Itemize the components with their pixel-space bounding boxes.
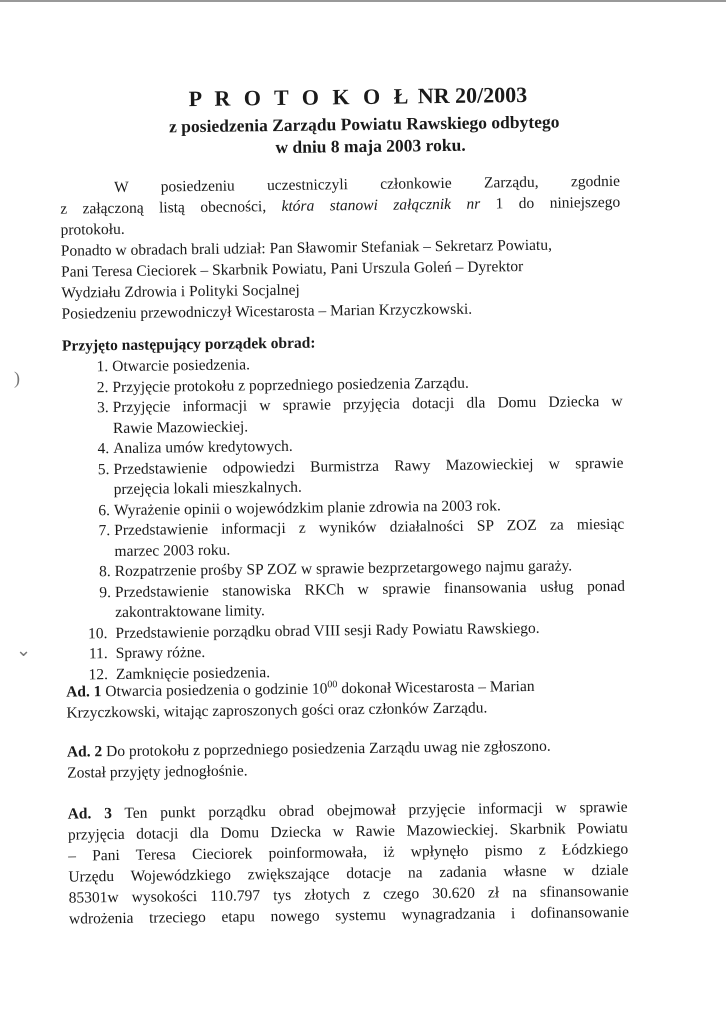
intro-line: protokołu. <box>60 220 125 239</box>
agenda-item-number: 8. <box>98 563 111 581</box>
intro-text: z załączoną listą obecności, <box>60 197 282 218</box>
intro-line: W posiedzeniu uczestniczyli członkowie Zarządu, zgodnie <box>113 172 621 197</box>
agenda-item-text: Przedstawienie porządku obrad VIII sesji Rady Powiatu Rawskiego. <box>115 619 540 642</box>
ad2-paragraph <box>67 735 627 784</box>
agenda-item-number: 12. <box>88 665 109 683</box>
ad3-line: Urzędu Wojewódzkiego zwiększające dotacje na zadania własne w dziale <box>68 861 629 886</box>
ad3-line: – Pani Teresa Cieciorek poinformowała, iż wpłynęło pismo z Łódzkiego <box>68 840 629 865</box>
intro-line: Ponadto w obradach brali udział: Pan Sławomir Stefaniak – Sekretarz Powiatu, <box>60 236 553 260</box>
punch-hole-mark: ) <box>14 368 20 388</box>
ad1-time-superscript: 00 <box>327 679 338 691</box>
agenda-item-number: 3. <box>96 399 109 417</box>
agenda-item-text: Przedstawienie stanowiska RKCh w sprawie finansowania usług ponad <box>114 577 626 601</box>
title-word: P R O T O K O Ł <box>188 83 413 112</box>
punch-hole-mark: ⌄ <box>16 640 32 660</box>
agenda-item-number: 7. <box>98 522 111 540</box>
ad3-text: Ten punkt porządku obrad obejmował przyjęcie informacji w sprawie <box>111 798 628 823</box>
agenda-item-number: 5. <box>97 460 110 478</box>
ad3-line: 85301w wysokości 110.797 tys złotych z czego 30.620 zł na sfinansowanie <box>68 882 629 907</box>
ad1-paragraph <box>66 675 626 724</box>
agenda-item <box>84 515 624 563</box>
intro-text: 1 do niniejszego <box>480 193 621 213</box>
agenda-item <box>83 392 623 440</box>
agenda-item <box>85 576 625 624</box>
agenda-item-number: 1. <box>96 358 109 376</box>
agenda-item-text: Przyjęcie protokołu z poprzedniego posiedzenia Zarządu. <box>112 374 469 396</box>
document-title <box>0 80 721 115</box>
intro-italic-text: która stanowi załącznik nr <box>281 195 481 215</box>
ad1-text: dokonał Wicestarosta – Marian <box>337 677 535 698</box>
agenda-item-text: Przyjęcie informacji w sprawie przyjęcia dotacji dla Domu Dziecka w <box>112 392 623 417</box>
ad2-text: Do protokołu z poprzedniego posiedzenia Zarządu uwag nie zgłoszono. <box>102 737 551 761</box>
agenda-list <box>82 351 626 686</box>
agenda-item-text: zakontraktowane limity. <box>115 602 265 622</box>
agenda-item-text: Zamknięcie posiedzenia. <box>115 663 271 683</box>
ad3-line: wdrożenia trzeciego etapu nowego systemu wynagradzania i dofinansowanie <box>68 903 630 928</box>
ad1-label: Ad. 1 <box>66 683 102 701</box>
agenda-item-number: 6. <box>98 501 111 519</box>
agenda-item-text: Przedstawienie informacji z wyników działalności SP ZOZ za miesiąc <box>114 515 625 540</box>
agenda-heading: Przyjęto następujący porządek obrad: <box>61 334 316 355</box>
agenda-item-number: 9. <box>99 583 112 601</box>
intro-line: Wydziału Zdrowia i Polityki Socjalnej <box>61 281 300 302</box>
agenda-item-text: Wyrażenie opinii o wojewódzkim planie zdrowia na 2003 rok. <box>113 496 501 519</box>
ad3-label: Ad. 3 <box>67 805 113 823</box>
intro-paragraph <box>60 171 622 325</box>
agenda-item-text: Rozpatrzenie prośby SP ZOZ w sprawie bezprzetargowego najmu garaży. <box>114 557 573 581</box>
agenda-item-number: 4. <box>97 440 110 458</box>
document-subtitle-line2: w dniu 8 maja 2003 roku. <box>275 134 466 158</box>
agenda-item-text: Rawie Mazowieckiej. <box>112 417 249 437</box>
ad2-label: Ad. 2 <box>66 743 103 761</box>
agenda-item-text: Otwarcie posiedzenia. <box>112 356 251 376</box>
agenda-item-text: Przedstawienie odpowiedzi Burmistrza Rawy Mazowieckiej w sprawie <box>113 454 624 478</box>
intro-line: Posiedzeniu przewodniczył Wicestarosta – Marian Krzyczkowski. <box>61 300 473 323</box>
agenda-item-number: 11. <box>88 645 108 663</box>
agenda-item-text: marzec 2003 roku. <box>114 541 231 560</box>
agenda-item-number: 2. <box>96 378 109 396</box>
document-subtitle-line1: z posiedzenia Zarządu Powiatu Rawskiego odbytego <box>168 111 560 137</box>
intro-line: Pani Teresa Cieciorek – Skarbnik Powiatu, Pani Urszula Goleń – Dyrektor <box>60 258 524 281</box>
agenda-item-text: Sprawy różne. <box>115 643 206 663</box>
ad1-line: Krzyczkowski, witając zaproszonych gości oraz członków Zarządu. <box>66 699 488 722</box>
agenda-item-text: Analiza umów kredytowych. <box>113 437 293 458</box>
ad3-paragraph <box>68 797 629 930</box>
agenda-item-text: przejęcia lokali mieszkalnych. <box>113 478 302 499</box>
ad3-line: przyjęcia dotacji dla Domu Dziecka w Rawie Mazowieckiej. Skarbnik Powiatu <box>67 819 628 844</box>
agenda-item <box>83 453 623 501</box>
ad2-line: Został przyjęty jednogłośnie. <box>67 762 248 782</box>
ad1-text: Otwarcia posiedzenia o godzinie 10 <box>101 680 328 701</box>
title-number: NR 20/2003 <box>417 81 528 109</box>
agenda-item-number: 10. <box>87 624 108 642</box>
